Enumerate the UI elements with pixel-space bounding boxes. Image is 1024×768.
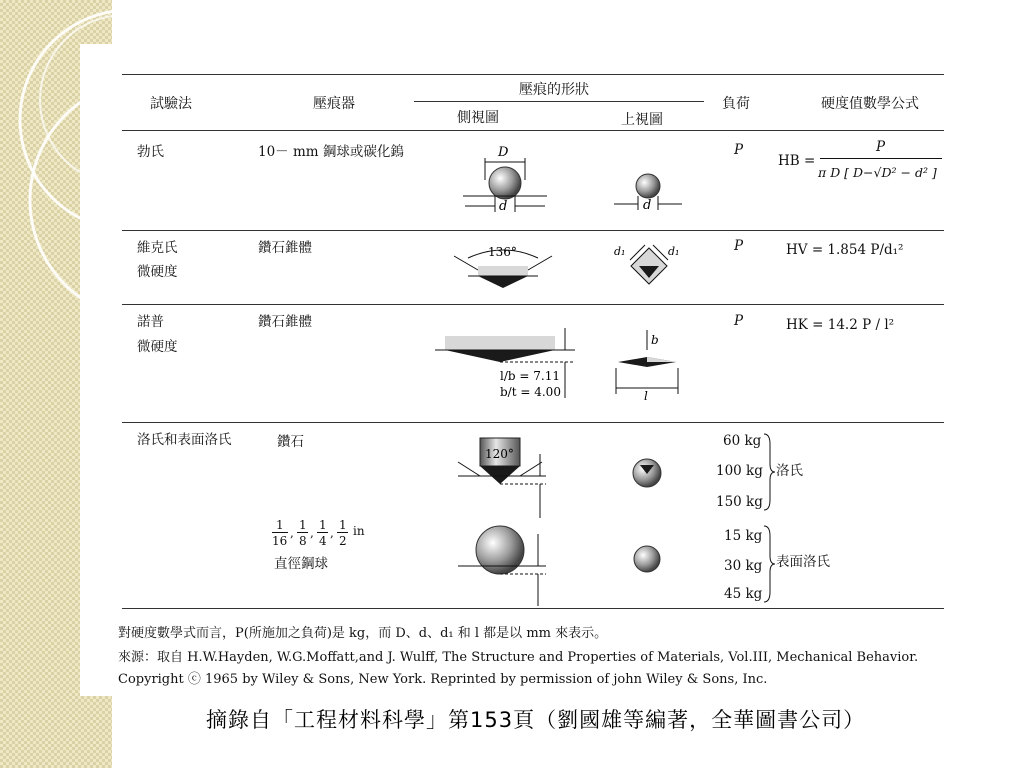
- knoop-top-view-diagram: [610, 328, 690, 403]
- row-brinell-method: 勃氏: [137, 144, 164, 160]
- superficial-load-45: 45 kg: [724, 586, 763, 602]
- footnote-source: 來源：取自 H.W.Hayden, W.G.Moffatt,and J. Wulff, The Structure and Properties of Materials, Vol.III, Mechanical Behavior.: [118, 650, 919, 665]
- brinell-D-label: D: [498, 145, 509, 160]
- brinell-d-label: d: [499, 199, 508, 214]
- table-top-rule: [122, 74, 944, 75]
- row-vickers-method-1: 維克氏: [137, 240, 178, 256]
- header-test-method: 試驗法: [150, 96, 192, 112]
- rockwell-brace: [762, 432, 776, 512]
- row-vickers-method-2: 微硬度: [137, 264, 178, 280]
- row-brinell-indenter: 10－ mm 鋼球或碳化鎢: [258, 144, 404, 160]
- vickers-d1-right: d₁: [668, 245, 680, 258]
- rockwell-load-60: 60 kg: [723, 433, 762, 449]
- row-vickers-formula: HV = 1.854 P/d₁²: [786, 242, 904, 258]
- header-indentation-shape: 壓痕的形狀: [519, 82, 589, 98]
- rockwell-diamond-side-view: [452, 432, 552, 520]
- knoop-side-view-diagram: [425, 320, 585, 400]
- header-side-view: 側視圖: [457, 110, 499, 126]
- row-knoop-method-1: 諾普: [137, 314, 164, 330]
- brinell-side-view-diagram: [455, 140, 555, 215]
- rockwell-load-150: 150 kg: [716, 494, 763, 510]
- row-vickers-load: P: [734, 238, 744, 254]
- knoop-lb-ratio: l/b = 7.11: [500, 369, 560, 383]
- steel-ball-top-view: [630, 542, 664, 576]
- row-rockwell-indenter: 鑽石: [277, 434, 304, 450]
- slide-caption: 摘錄自「工程材料科學」第153頁（劉國雄等編著，全華圖書公司）: [206, 708, 866, 732]
- row-knoop-indenter: 鑽石錐體: [258, 314, 312, 330]
- row-vickers-indenter: 鑽石錐體: [258, 240, 312, 256]
- row-rockwell-method: 洛氏和表面洛氏: [137, 432, 232, 448]
- vickers-d1-left: d₁: [614, 245, 626, 258]
- table-bottom-rule: [122, 608, 944, 609]
- superficial-load-15: 15 kg: [724, 528, 763, 544]
- row-knoop-method-2: 微硬度: [137, 339, 178, 355]
- row-knoop-load: P: [734, 313, 744, 329]
- vickers-top-view-diagram: [612, 238, 692, 293]
- header-formula: 硬度值數學公式: [821, 96, 919, 112]
- row-brinell-formula-denominator: π D [ D−√D² − d² ]: [818, 165, 937, 180]
- steel-ball-side-view: [452, 524, 552, 608]
- header-sub-rule: [414, 101, 704, 102]
- steel-ball-fractions: 1 16 , 1 8 , 1 4 , 1 2 in: [272, 518, 365, 548]
- rockwell-load-100: 100 kg: [716, 463, 763, 479]
- footnote-copyright: Copyright ⓒ 1965 by Wiley & Sons, New York. Reprinted by permission of john Wiley & Sons, Inc.: [118, 672, 768, 687]
- header-bottom-rule: [122, 130, 944, 131]
- vickers-side-view-diagram: [448, 238, 558, 293]
- rockwell-angle-label: 120°: [485, 447, 514, 461]
- superficial-load-30: 30 kg: [724, 558, 763, 574]
- knoop-b-label: b: [651, 333, 659, 347]
- row-brinell-load: P: [734, 142, 744, 158]
- row-brinell-formula-lhs: HB =: [778, 153, 816, 169]
- footnote-units: 對硬度數學式而言，P(所施加之負荷)是 kg，而 D、d、d₁ 和 l 都是以 mm 來表示。: [118, 626, 608, 641]
- superficial-brace: [762, 524, 776, 604]
- row-rule-3: [122, 422, 944, 423]
- knoop-bt-ratio: b/t = 4.00: [500, 385, 561, 399]
- superficial-group-label: 表面洛氏: [776, 554, 830, 570]
- header-load: 負荷: [722, 96, 750, 112]
- header-top-view: 上視圖: [621, 112, 663, 128]
- vickers-angle-label: 136°: [488, 245, 517, 259]
- row-knoop-formula: HK = 14.2 P / l²: [786, 317, 895, 333]
- row-brinell-fraction-bar: [820, 158, 942, 159]
- header-indenter: 壓痕器: [313, 96, 355, 112]
- rockwell-diamond-top-view: [630, 456, 664, 490]
- row-brinell-formula-numerator: P: [876, 139, 886, 155]
- brinell-top-d-label: d: [643, 198, 652, 212]
- knoop-l-label: l: [644, 389, 648, 403]
- row-rule-2: [122, 304, 944, 305]
- rockwell-group-label: 洛氏: [776, 463, 803, 479]
- steel-ball-label: 直徑鋼球: [274, 556, 328, 572]
- brinell-top-view-diagram: [610, 172, 685, 212]
- row-rule-1: [122, 230, 944, 231]
